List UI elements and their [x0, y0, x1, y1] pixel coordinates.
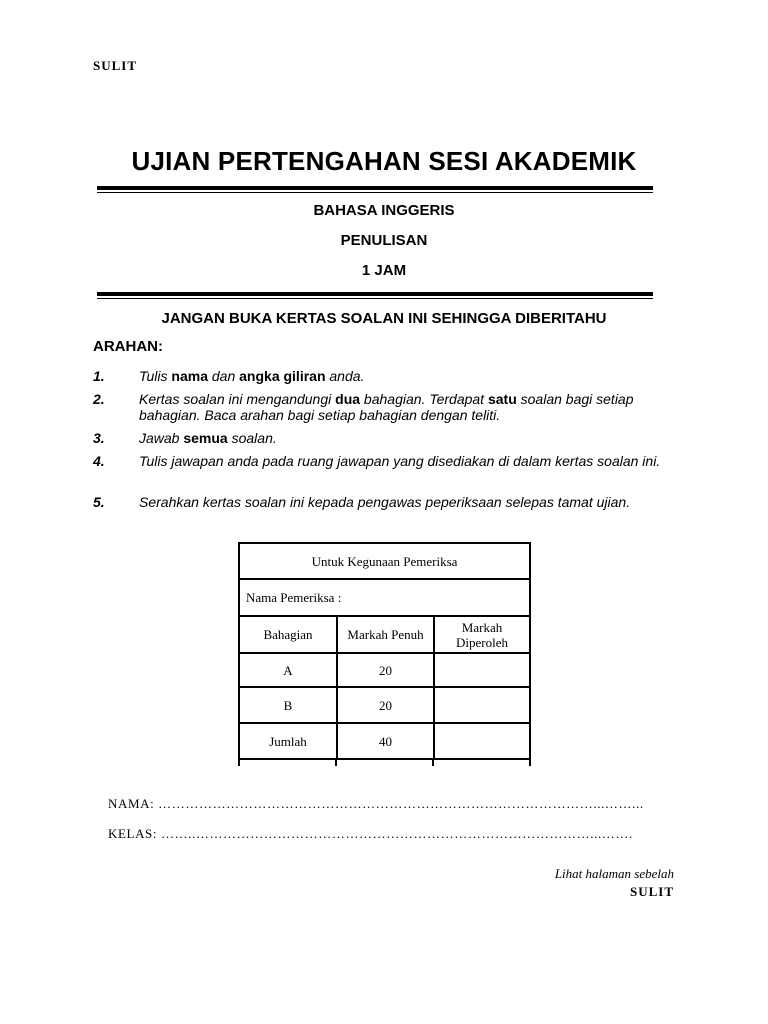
obtained-marks-cell: [434, 723, 530, 759]
header-obtained-marks: Markah Diperoleh: [434, 616, 530, 653]
class-field: KELAS: ……..……………………………………………………………………………...…….: [108, 826, 633, 841]
classification-label-top: SULIT: [93, 58, 138, 73]
instruction-number: 4.: [93, 453, 105, 469]
instruction-number: 2.: [93, 391, 105, 407]
examiner-name-field: Nama Pemeriksa :: [239, 579, 530, 616]
obtained-marks-cell: [434, 653, 530, 687]
warning-text: JANGAN BUKA KERTAS SOALAN INI SEHINGGA DIBERITAHU: [161, 310, 607, 327]
subject-label: BAHASA INGGERIS: [313, 202, 455, 219]
section-cell: Jumlah: [239, 723, 337, 759]
table-row: [239, 653, 530, 687]
duration-label: 1 JAM: [361, 262, 407, 279]
instruction-text: Kertas soalan ini mengandungi dua bahagian. Terdapat satu soalan bagi setiap bahagian. Baca arahan bagi setiap bahagian dengan teliti.: [139, 391, 634, 423]
header-section: Bahagian: [239, 616, 337, 653]
instruction-number: 5.: [93, 494, 105, 510]
instruction-text: Serahkan kertas soalan ini kepada pengawas peperiksaan selepas tamat ujian.: [139, 494, 631, 510]
table-row: [239, 723, 530, 759]
instruction-text: Tulis nama dan angka giliran anda.: [139, 368, 365, 384]
examiner-marks-table: [238, 542, 531, 760]
section-cell: A: [239, 653, 337, 687]
instruction-text: Jawab semua soalan.: [139, 430, 277, 446]
header-divider: [97, 292, 653, 299]
header-full-marks: Markah Penuh: [337, 616, 434, 653]
table-edge: [238, 760, 240, 766]
section-cell: B: [239, 687, 337, 723]
table-edge: [529, 760, 531, 766]
name-field: NAMA: ……………………………………………………………………………………...……...: [108, 796, 644, 811]
instruction-number: 3.: [93, 430, 105, 446]
full-marks-cell: 20: [337, 687, 434, 723]
obtained-marks-cell: [434, 687, 530, 723]
instruction-number: 1.: [93, 368, 105, 384]
title-divider: [97, 186, 653, 193]
table-title: Untuk Kegunaan Pemeriksa: [239, 543, 530, 579]
instructions-heading: ARAHAN:: [93, 338, 163, 355]
paper-label: PENULISAN: [340, 232, 428, 249]
full-marks-cell: 20: [337, 653, 434, 687]
page-title: UJIAN PERTENGAHAN SESI AKADEMIK: [131, 146, 637, 176]
classification-label-bottom: SULIT: [629, 884, 674, 899]
instruction-text: Tulis jawapan anda pada ruang jawapan yang disediakan di dalam kertas soalan ini.: [139, 453, 661, 469]
table-row: [239, 687, 530, 723]
next-page-note: Lihat halaman sebelah: [554, 866, 674, 881]
table-edge: [335, 760, 337, 766]
full-marks-cell: 40: [337, 723, 434, 759]
table-edge: [432, 760, 434, 766]
